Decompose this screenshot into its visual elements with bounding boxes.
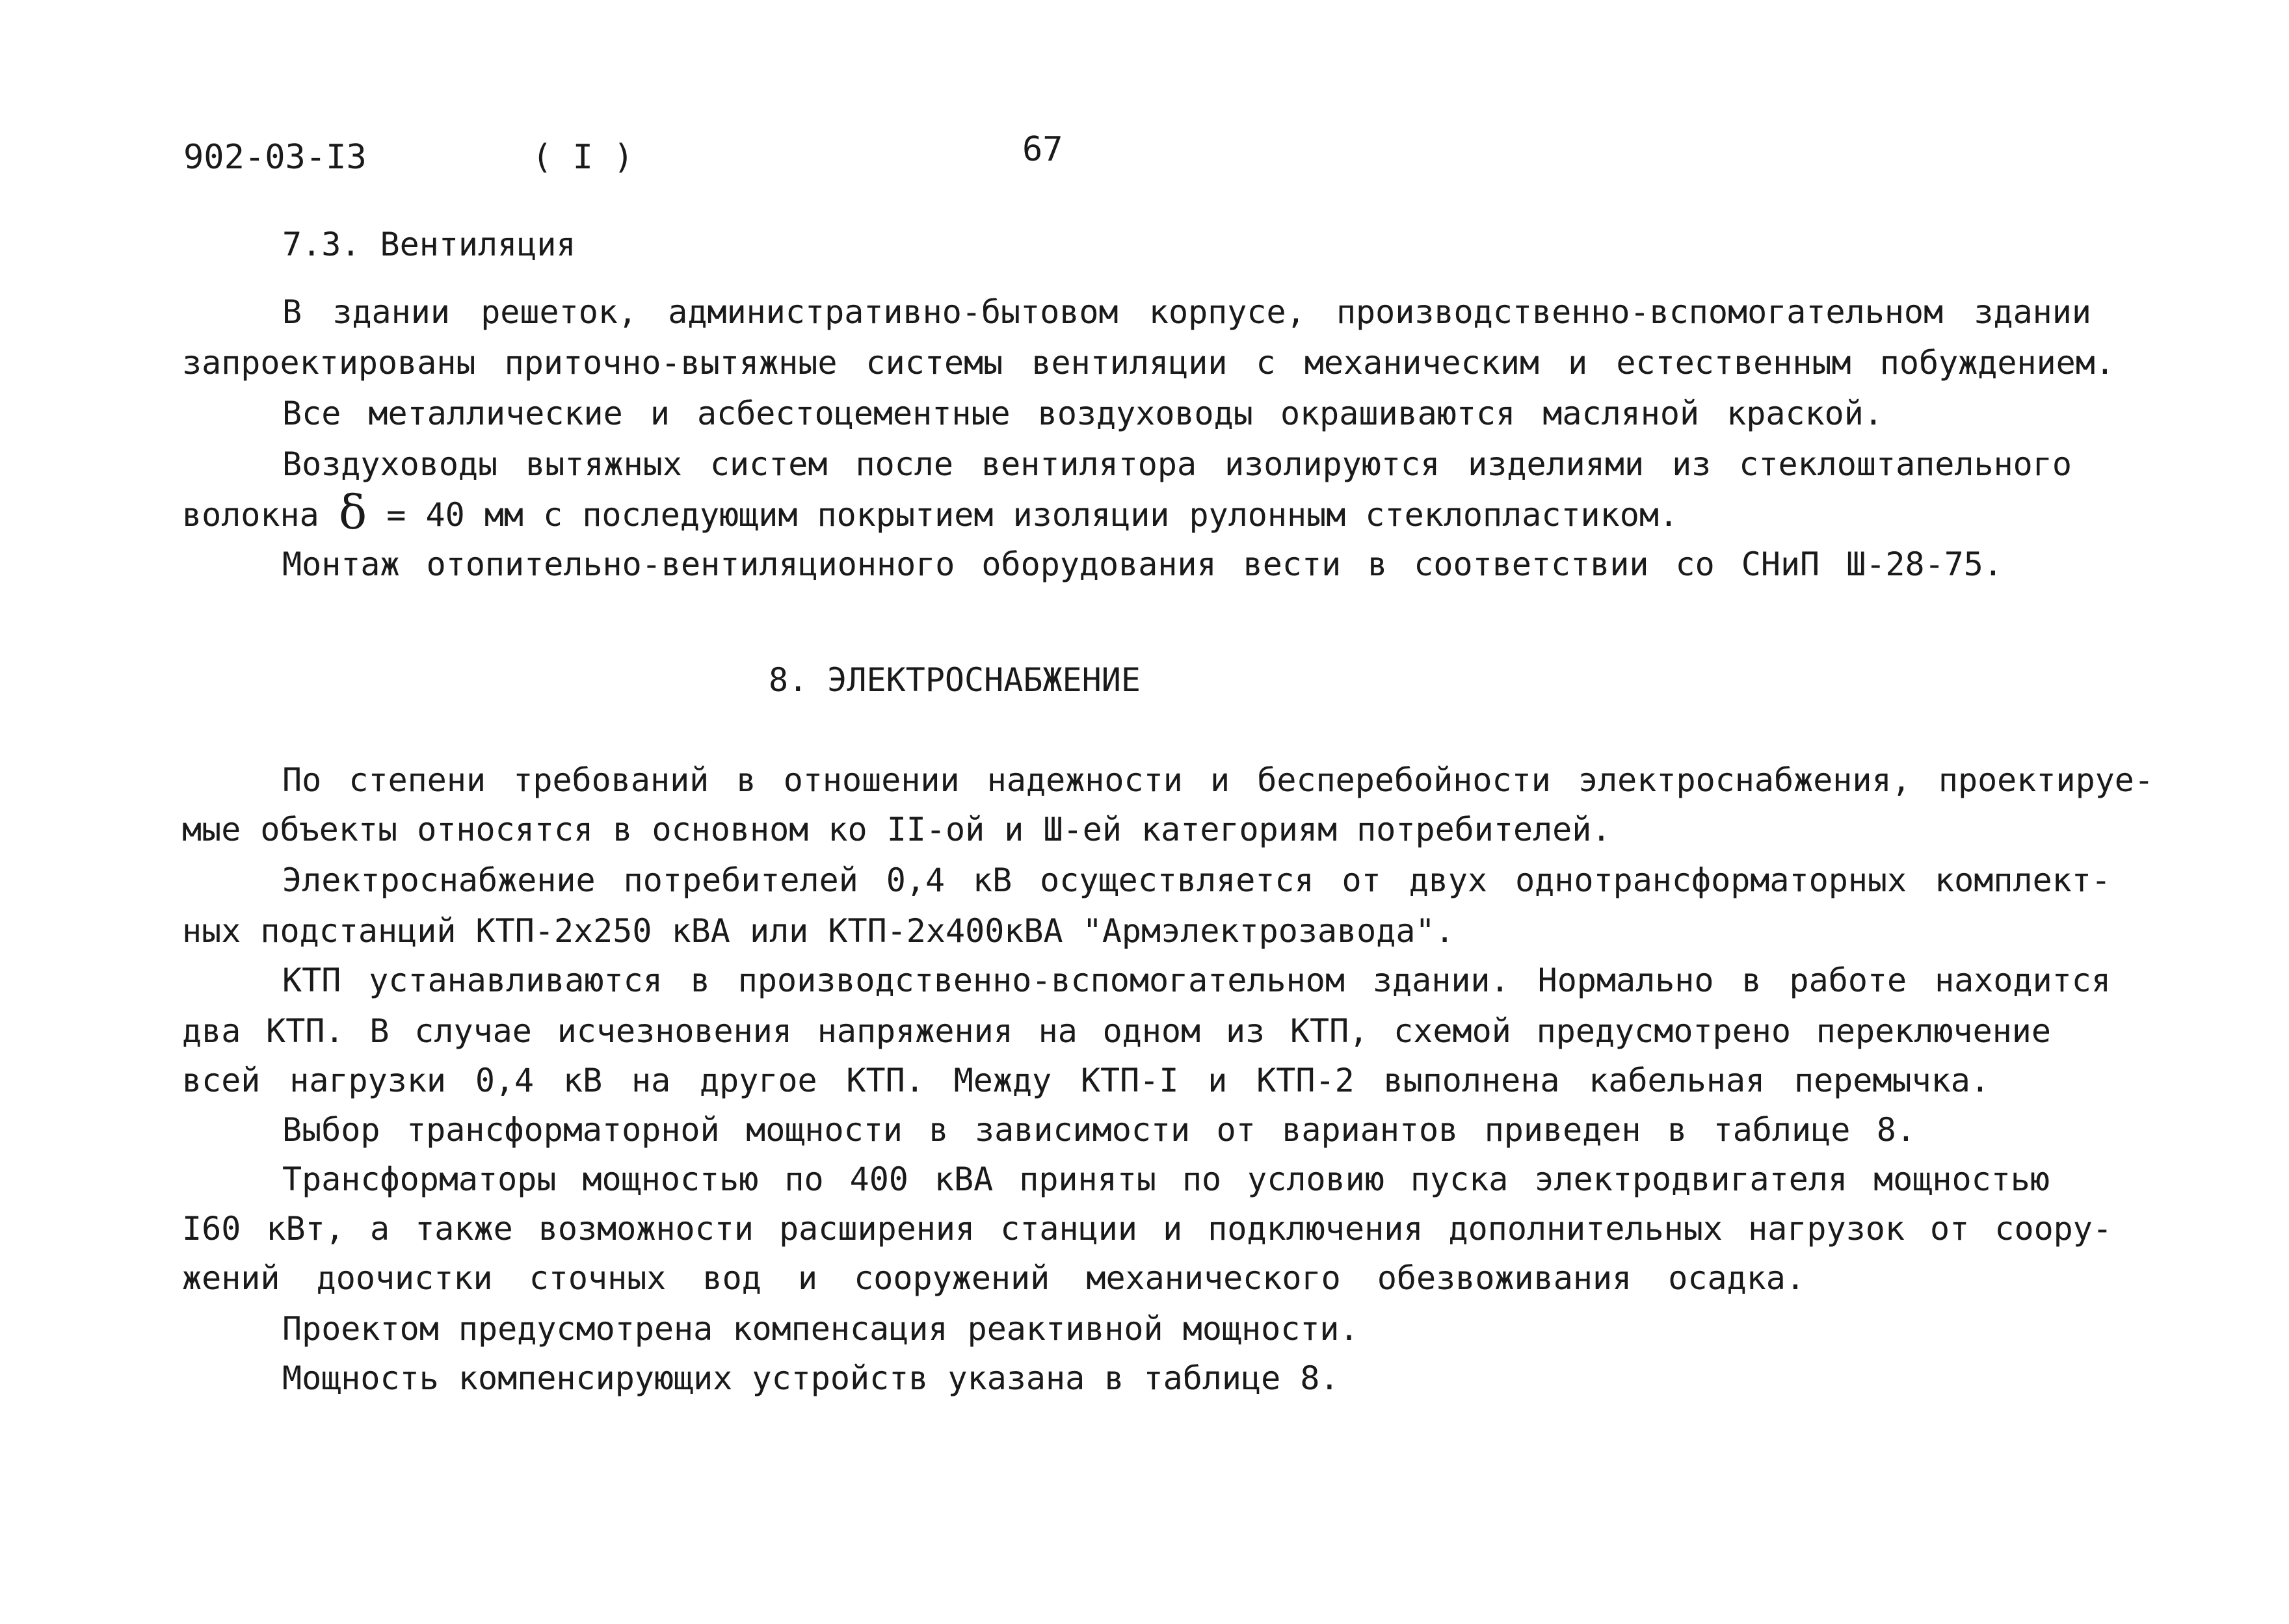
document-code: 902-03-I3 [183,138,367,177]
paragraph-line: I60 кВт, а также возможности расширения станции и подключения дополнительных нагрузок от соору- [182,1210,2112,1248]
paragraph-line: В здании решеток, административно-бытовом корпусе, производственно-вспомогательном здании [282,293,2091,331]
paragraph-line: мые объекты относятся в основном ко II-ой и Ш-ей категориям потребителей. [182,811,1611,848]
volume-number: ( I ) [532,138,634,177]
page-number: 67 [1022,130,1063,169]
paragraph-line: Все металлические и асбестоцементные воздуховоды окрашиваются масляной краской. [282,395,1883,432]
paragraph-line: Мощность компенсирующих устройств указана в таблице 8. [282,1359,1340,1397]
paragraph-line: КТП устанавливаются в производственно-вспомогательном здании. Нормально в работе находится [282,962,2111,999]
paragraph-line: Электроснабжение потребителей 0,4 кВ осуществляется от двух однотрансформаторных комплект- [282,861,2111,899]
paragraph-line: ных подстанций КТП-2х250 кВА или КТП-2х400кВА "Армэлектрозавода". [182,912,1455,950]
paragraph-line: Трансформаторы мощностью по 400 кВА приняты по условию пуска электродвигателя мощностью [282,1160,2050,1198]
paragraph-line [182,485,1679,540]
delta-symbol: δ [338,485,367,540]
paragraph-line: жений доочистки сточных вод и сооружений механического обезвоживания осадка. [182,1259,1805,1297]
section-title: 8. ЭЛЕКТРОСНАБЖЕНИЕ [769,661,1141,699]
section-title: 7.3. Вентиляция [282,226,576,263]
paragraph-line: Воздуховоды вытяжных систем после вентилятора изолируются изделиями из стеклоштапельного [282,445,2072,483]
paragraph-line: всей нагрузки 0,4 кВ на другое КТП. Между КТП-I и КТП-2 выполнена кабельная перемычка. [182,1062,1990,1099]
paragraph-line: запроектированы приточно-вытяжные системы вентиляции с механическим и естественным побуждением. [182,344,2115,382]
line-text: волокна [182,496,319,534]
paragraph-line: Проектом предусмотрена компенсация реактивной мощности. [282,1310,1359,1348]
line-text: = 40 мм с последующим покрытием изоляции рулонным стеклопластиком. [386,496,1679,534]
paragraph-line: Монтаж отопительно-вентиляционного оборудования вести в соответствии со СНиП Ш-28-75. [282,545,2003,583]
paragraph-line: По степени требований в отношении надежности и бесперебойности электроснабжения, проектируе- [282,761,2154,799]
paragraph-line: Выбор трансформаторной мощности в зависимости от вариантов приведен в таблице 8. [282,1111,1916,1149]
paragraph-line: два КТП. В случае исчезновения напряжения на одном из КТП, схемой предусмотрено переключение [182,1012,2051,1050]
